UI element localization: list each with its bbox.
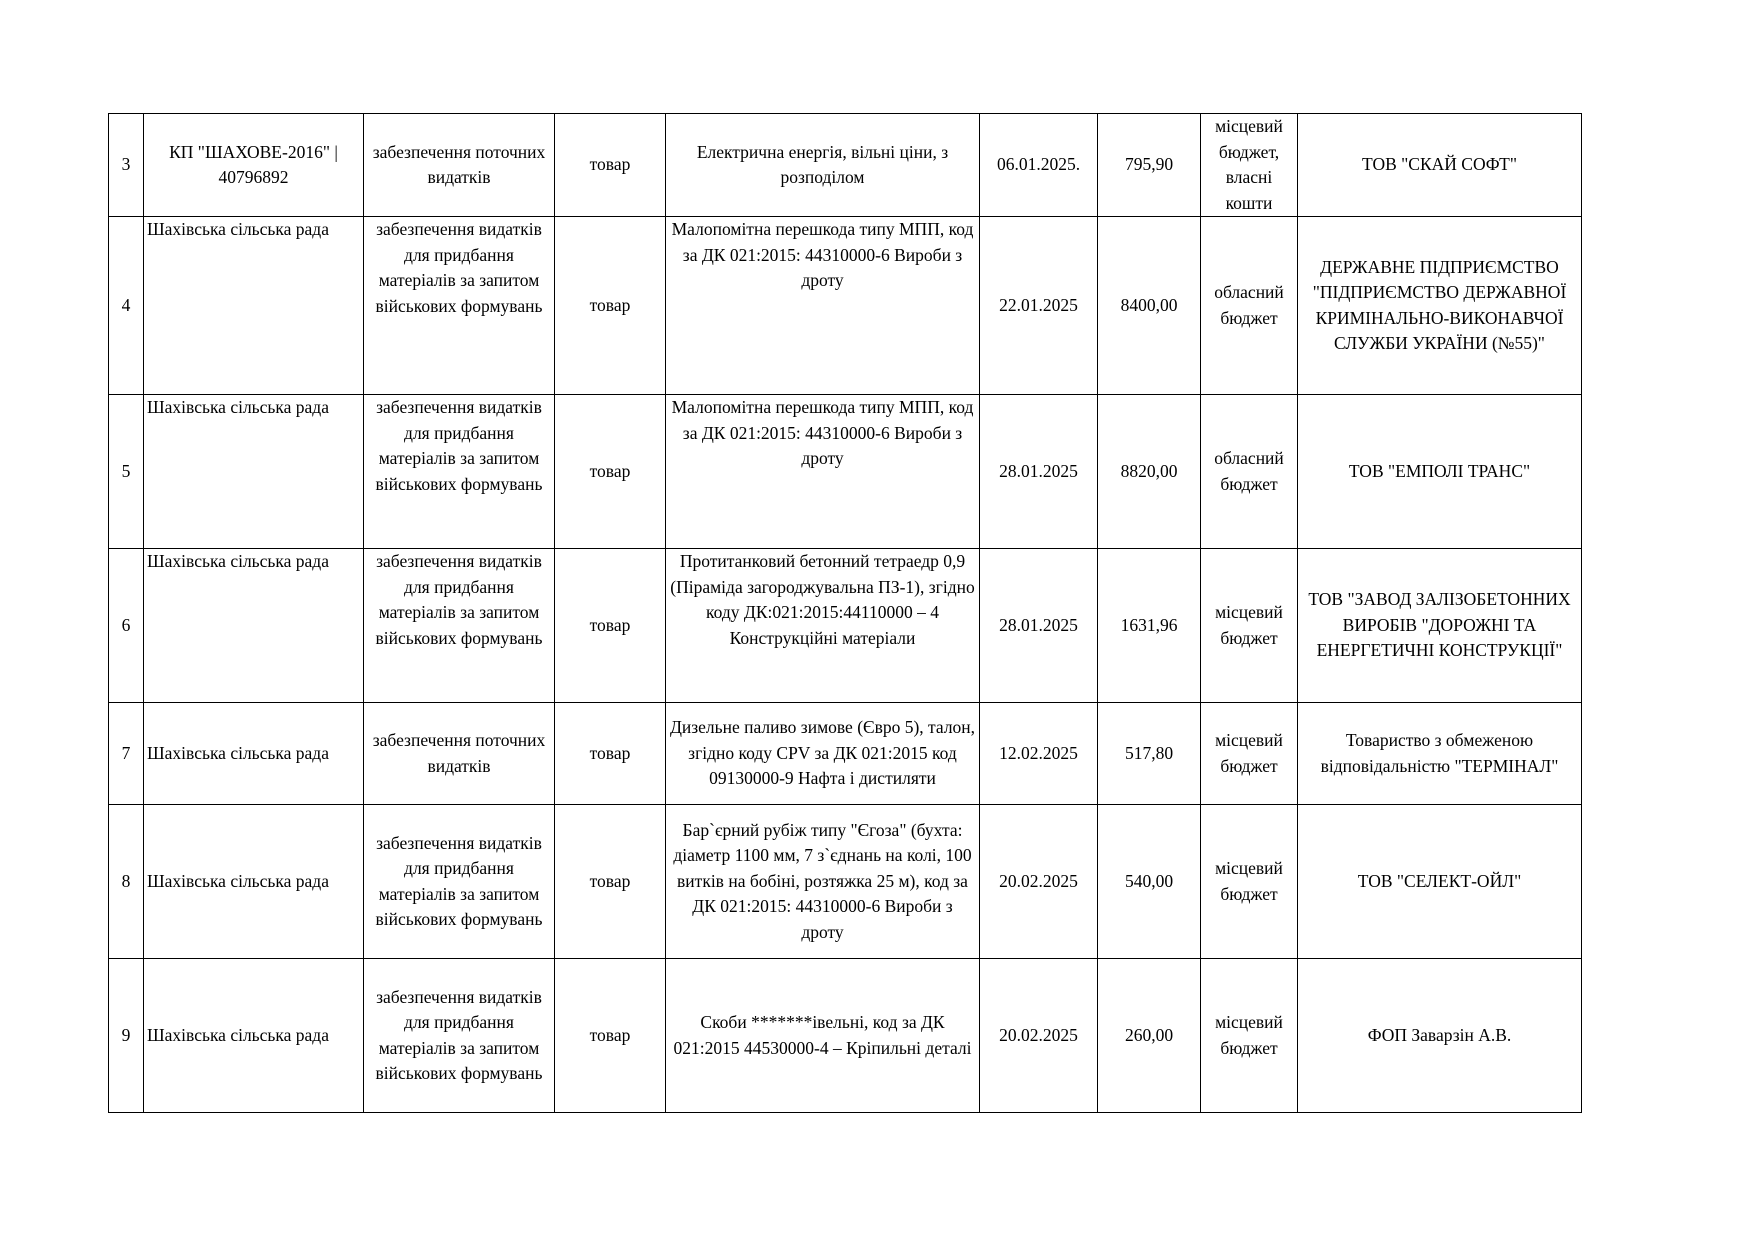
supplier-cell: ТОВ "СЕЛЕКТ-ОЙЛ" <box>1298 805 1582 959</box>
organization-cell: Шахівська сільська рада <box>144 959 364 1113</box>
funding-source-cell: місцевий бюджет <box>1201 703 1298 805</box>
supplier-cell: ТОВ "ЕМПОЛІ ТРАНС" <box>1298 395 1582 549</box>
funding-source-cell: обласний бюджет <box>1201 217 1298 395</box>
item-type-cell: товар <box>555 549 666 703</box>
funding-source-cell: обласний бюджет <box>1201 395 1298 549</box>
supplier-cell: ТОВ "СКАЙ СОФТ" <box>1298 114 1582 217</box>
item-type-cell: товар <box>555 703 666 805</box>
funding-source-cell: місцевий бюджет <box>1201 959 1298 1113</box>
amount-cell: 517,80 <box>1098 703 1201 805</box>
purpose-cell: забезпечення видатків для придбання матеріалів за запитом військових формувань <box>364 217 555 395</box>
date-cell: 06.01.2025. <box>980 114 1098 217</box>
organization-cell: Шахівська сільська рада <box>144 703 364 805</box>
purpose-cell: забезпечення видатків для придбання матеріалів за запитом військових формувань <box>364 549 555 703</box>
row-number: 8 <box>109 805 144 959</box>
supplier-cell: ТОВ "ЗАВОД ЗАЛІЗОБЕТОННИХ ВИРОБІВ "ДОРОЖНІ ТА ЕНЕРГЕТИЧНІ КОНСТРУКЦІЇ" <box>1298 549 1582 703</box>
organization-cell: Шахівська сільська рада <box>144 217 364 395</box>
table-row <box>109 217 1582 395</box>
description-cell: Протитанковий бетонний тетраедр 0,9 (Піраміда загороджувальна ПЗ-1), згідно коду ДК:021:2015:44110000 – 4 Конструкційні матеріали <box>666 549 980 703</box>
amount-cell: 1631,96 <box>1098 549 1201 703</box>
row-number: 4 <box>109 217 144 395</box>
purpose-cell: забезпечення поточних видатків <box>364 703 555 805</box>
item-type-cell: товар <box>555 217 666 395</box>
procurement-table <box>108 113 1582 1113</box>
item-type-cell: товар <box>555 114 666 217</box>
date-cell: 20.02.2025 <box>980 805 1098 959</box>
description-cell: Малопомітна перешкода типу МПП, код за ДК 021:2015: 44310000-6 Вироби з дроту <box>666 395 980 549</box>
table-row <box>109 114 1582 217</box>
item-type-cell: товар <box>555 805 666 959</box>
item-type-cell: товар <box>555 395 666 549</box>
purpose-cell: забезпечення видатків для придбання матеріалів за запитом військових формувань <box>364 959 555 1113</box>
row-number: 6 <box>109 549 144 703</box>
amount-cell: 8400,00 <box>1098 217 1201 395</box>
row-number: 5 <box>109 395 144 549</box>
date-cell: 28.01.2025 <box>980 549 1098 703</box>
funding-source-cell: місцевий бюджет, власні кошти <box>1201 114 1298 217</box>
description-cell: Малопомітна перешкода типу МПП, код за ДК 021:2015: 44310000-6 Вироби з дроту <box>666 217 980 395</box>
description-cell: Електрична енергія, вільні ціни, з розподілом <box>666 114 980 217</box>
row-number: 7 <box>109 703 144 805</box>
item-type-cell: товар <box>555 959 666 1113</box>
amount-cell: 260,00 <box>1098 959 1201 1113</box>
table-row <box>109 549 1582 703</box>
table-row <box>109 395 1582 549</box>
organization-cell: КП "ШАХОВЕ-2016" | 40796892 <box>144 114 364 217</box>
table-row <box>109 805 1582 959</box>
supplier-cell: Товариство з обмеженою відповідальністю "ТЕРМІНАЛ" <box>1298 703 1582 805</box>
row-number: 3 <box>109 114 144 217</box>
table-row <box>109 703 1582 805</box>
organization-cell: Шахівська сільська рада <box>144 395 364 549</box>
purpose-cell: забезпечення видатків для придбання матеріалів за запитом військових формувань <box>364 805 555 959</box>
organization-cell: Шахівська сільська рада <box>144 549 364 703</box>
date-cell: 22.01.2025 <box>980 217 1098 395</box>
date-cell: 28.01.2025 <box>980 395 1098 549</box>
row-number: 9 <box>109 959 144 1113</box>
supplier-cell: ДЕРЖАВНЕ ПІДПРИЄМСТВО "ПІДПРИЄМСТВО ДЕРЖАВНОЇ КРИМІНАЛЬНО-ВИКОНАВЧОЇ СЛУЖБИ УКРАЇНИ (№55)" <box>1298 217 1582 395</box>
description-cell: Дизельне паливо зимове (Євро 5), талон, згідно коду CPV за ДК 021:2015 код 09130000-9 Нафта і дистиляти <box>666 703 980 805</box>
date-cell: 20.02.2025 <box>980 959 1098 1113</box>
supplier-cell: ФОП Заварзін А.В. <box>1298 959 1582 1113</box>
description-cell: Бар`єрний рубіж типу "Єгоза" (бухта: діаметр 1100 мм, 7 з`єднань на колі, 100 витків на бобіні, розтяжка 25 м), код за ДК 021:2015: 44310000-6 Вироби з дроту <box>666 805 980 959</box>
date-cell: 12.02.2025 <box>980 703 1098 805</box>
organization-cell: Шахівська сільська рада <box>144 805 364 959</box>
purpose-cell: забезпечення видатків для придбання матеріалів за запитом військових формувань <box>364 395 555 549</box>
amount-cell: 795,90 <box>1098 114 1201 217</box>
description-cell: Скоби *******івельні, код за ДК 021:2015 44530000-4 – Кріпильні деталі <box>666 959 980 1113</box>
purpose-cell: забезпечення поточних видатків <box>364 114 555 217</box>
amount-cell: 8820,00 <box>1098 395 1201 549</box>
amount-cell: 540,00 <box>1098 805 1201 959</box>
funding-source-cell: місцевий бюджет <box>1201 549 1298 703</box>
funding-source-cell: місцевий бюджет <box>1201 805 1298 959</box>
table-row <box>109 959 1582 1113</box>
